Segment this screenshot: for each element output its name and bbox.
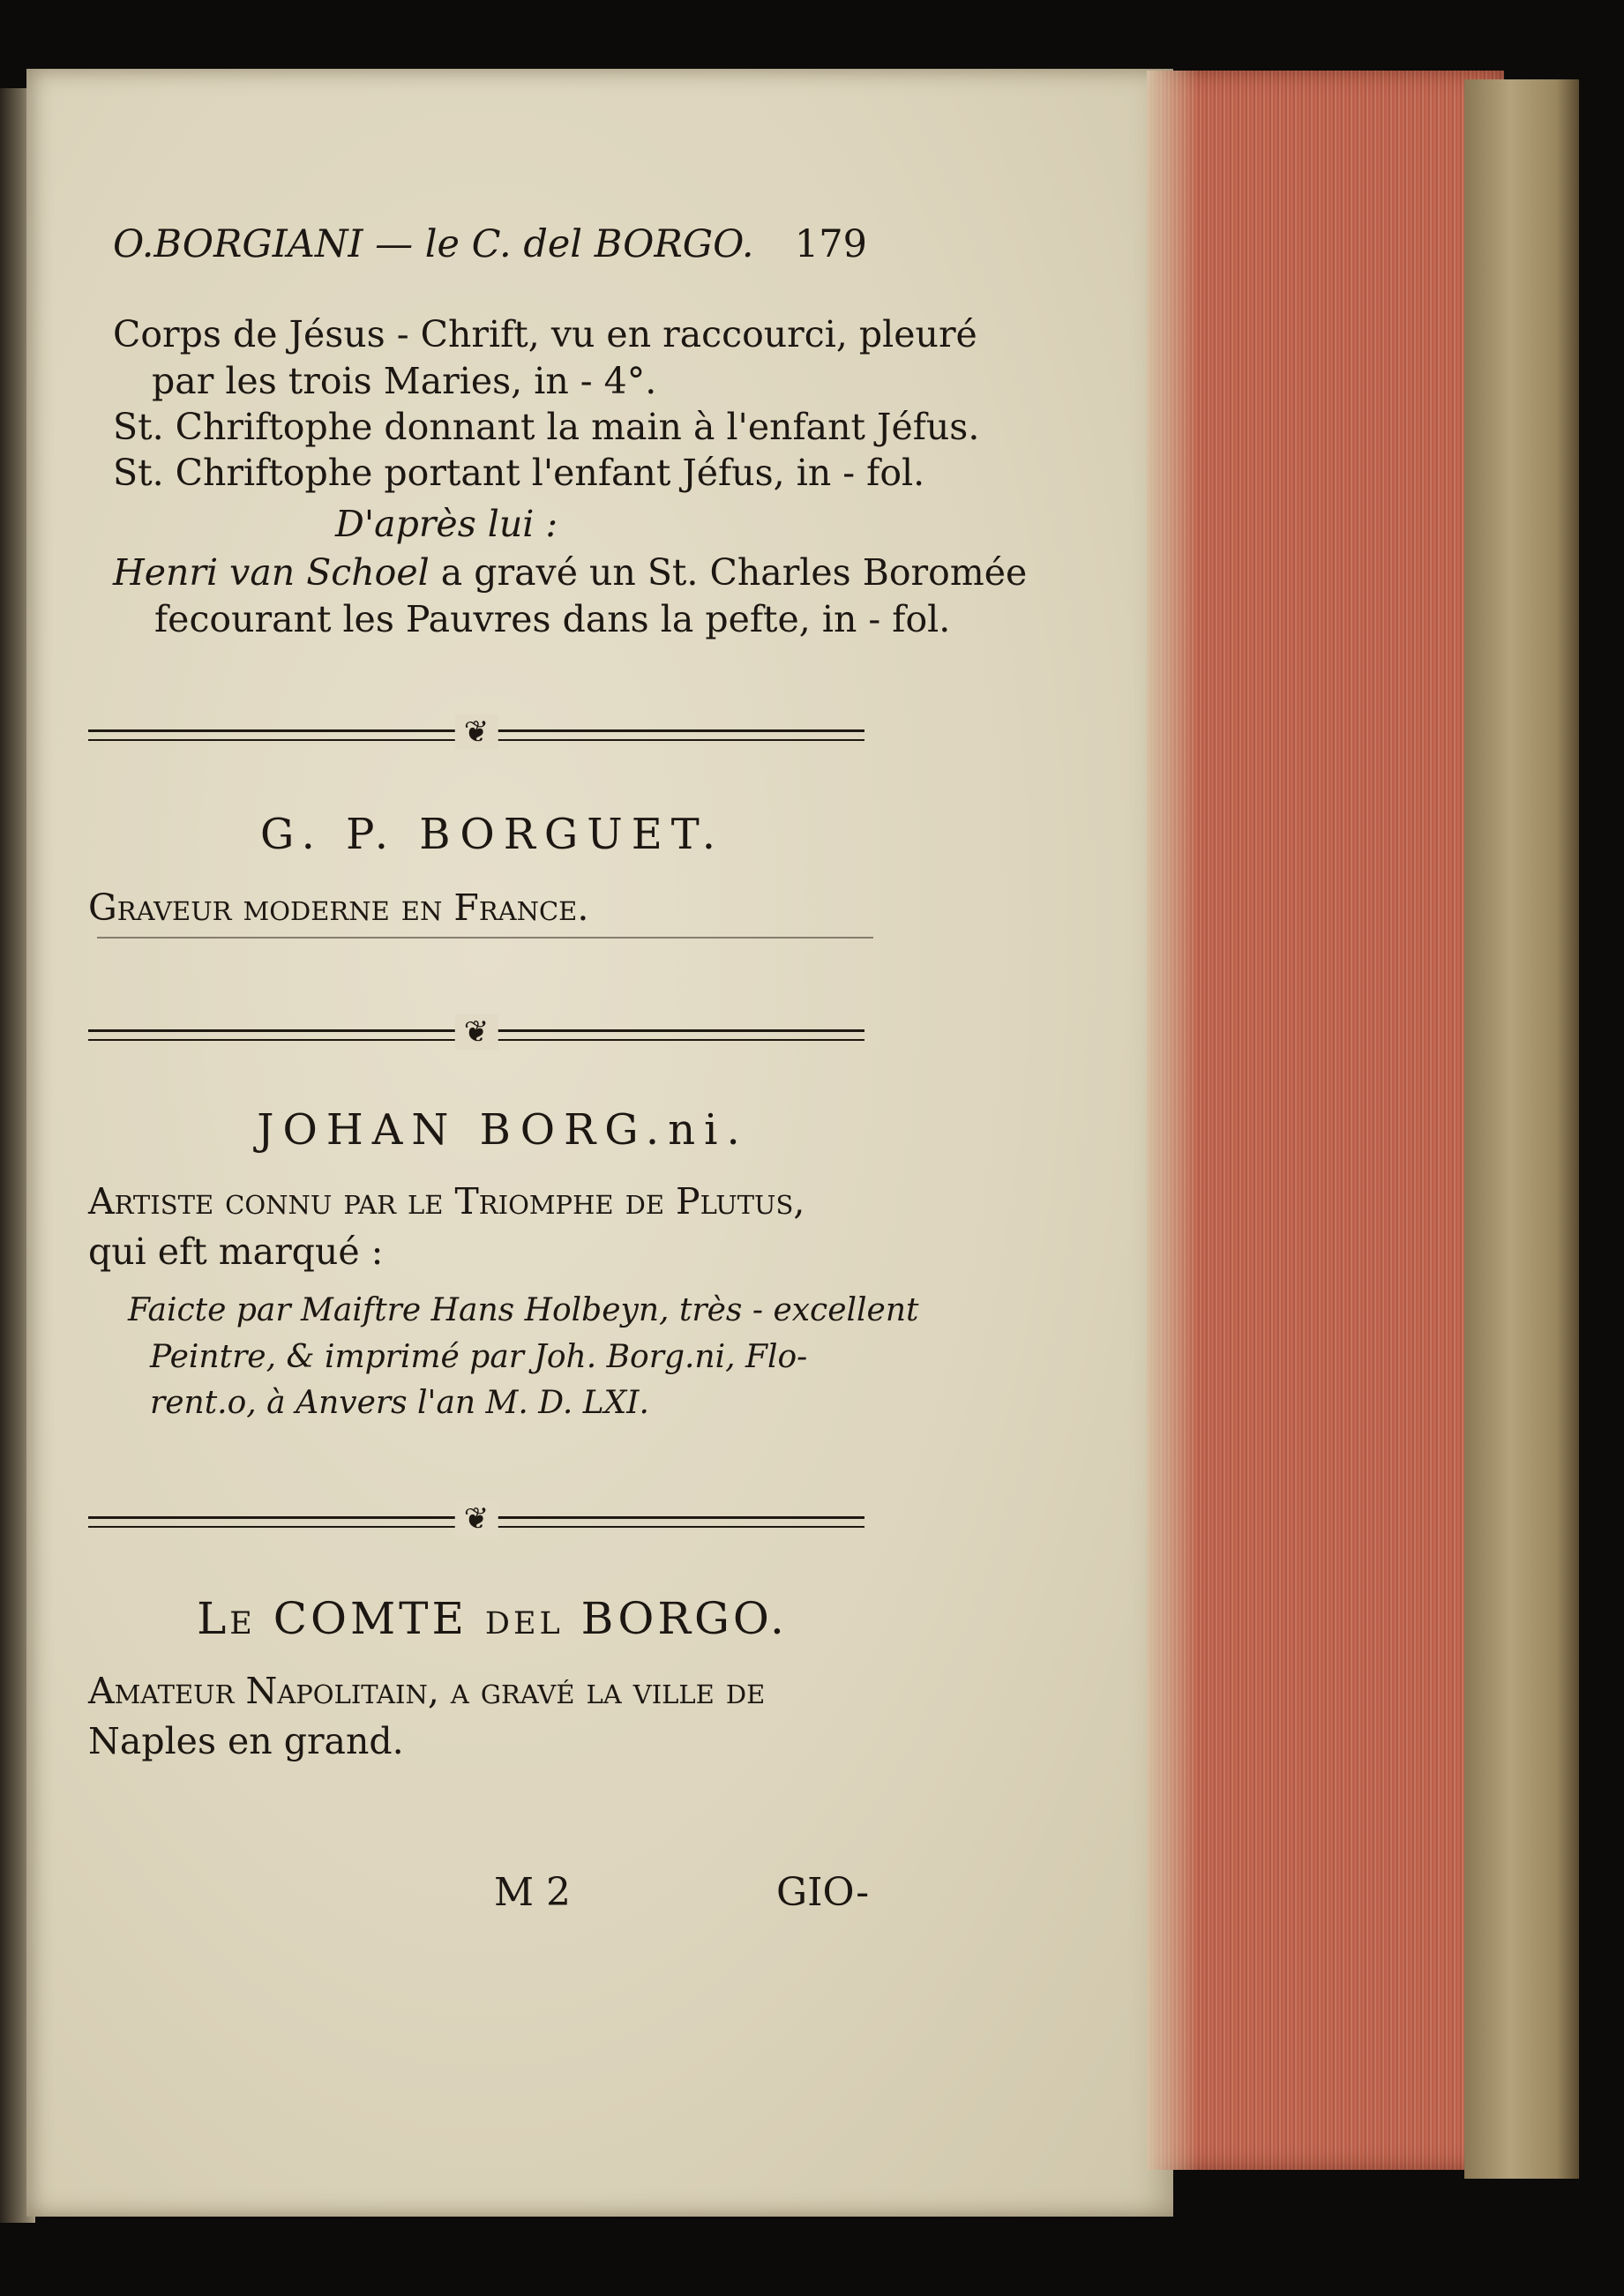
ornamental-rule	[88, 1014, 864, 1050]
page-fore-edge	[1147, 71, 1504, 2170]
thin-rule	[97, 937, 873, 939]
ornament-icon: ❦	[455, 714, 498, 750]
engraving-text: a gravé un St. Charles Boromée	[440, 551, 1028, 594]
entry-description: Graveur moderne en France.	[88, 886, 589, 929]
engraver-name: Henri van Schoel	[113, 551, 430, 594]
quote-line: Peintre, & imprimé par Joh. Borg.ni, Flo-	[150, 1339, 808, 1375]
book-cover-board	[1464, 79, 1579, 2179]
engraving-line	[113, 551, 1027, 594]
entry-description: Amateur Napolitain, a gravé la ville de	[88, 1670, 766, 1712]
entry-line: Corps de Jésus - Chrift, vu en raccourci, pleuré	[113, 313, 977, 355]
ornamental-rule	[88, 714, 864, 750]
entry-heading: JOHAN BORG.ni.	[257, 1105, 749, 1155]
entry-description: Naples en grand.	[88, 1720, 404, 1762]
signature-mark: M 2	[494, 1870, 572, 1915]
entry-description: qui eft marqué :	[88, 1230, 384, 1273]
entry-description: Artiste connu par le Triomphe de Plutus,	[88, 1180, 805, 1223]
entry-heading: G. P. BORGUET.	[260, 810, 724, 859]
ornamental-rule	[88, 1501, 864, 1537]
entry-line: St. Chriftophe donnant la main à l'enfant Jéfus.	[113, 406, 980, 448]
quote-line: Faicte par Maiftre Hans Holbeyn, très - excellent	[128, 1292, 919, 1328]
dapres-label: D'après lui :	[335, 503, 558, 545]
header-title: O.BORGIANI — le C. del BORGO.	[113, 222, 754, 266]
entry-line: St. Chriftophe portant l'enfant Jéfus, in - fol.	[113, 452, 925, 494]
entry-line: par les trois Maries, in - 4°.	[152, 360, 657, 402]
catchword: GIO-	[776, 1870, 870, 1915]
quote-line: rent.o, à Anvers l'an M. D. LXI.	[150, 1385, 649, 1421]
fore-edge-shade	[1147, 71, 1200, 2170]
engraving-line: fecourant les Pauvres dans la pefte, in - fol.	[154, 598, 951, 640]
ornament-icon: ❦	[455, 1501, 498, 1537]
page-number: 179	[794, 222, 867, 266]
entry-heading: Le COMTE del BORGO.	[197, 1593, 788, 1644]
ornament-icon: ❦	[455, 1014, 498, 1050]
